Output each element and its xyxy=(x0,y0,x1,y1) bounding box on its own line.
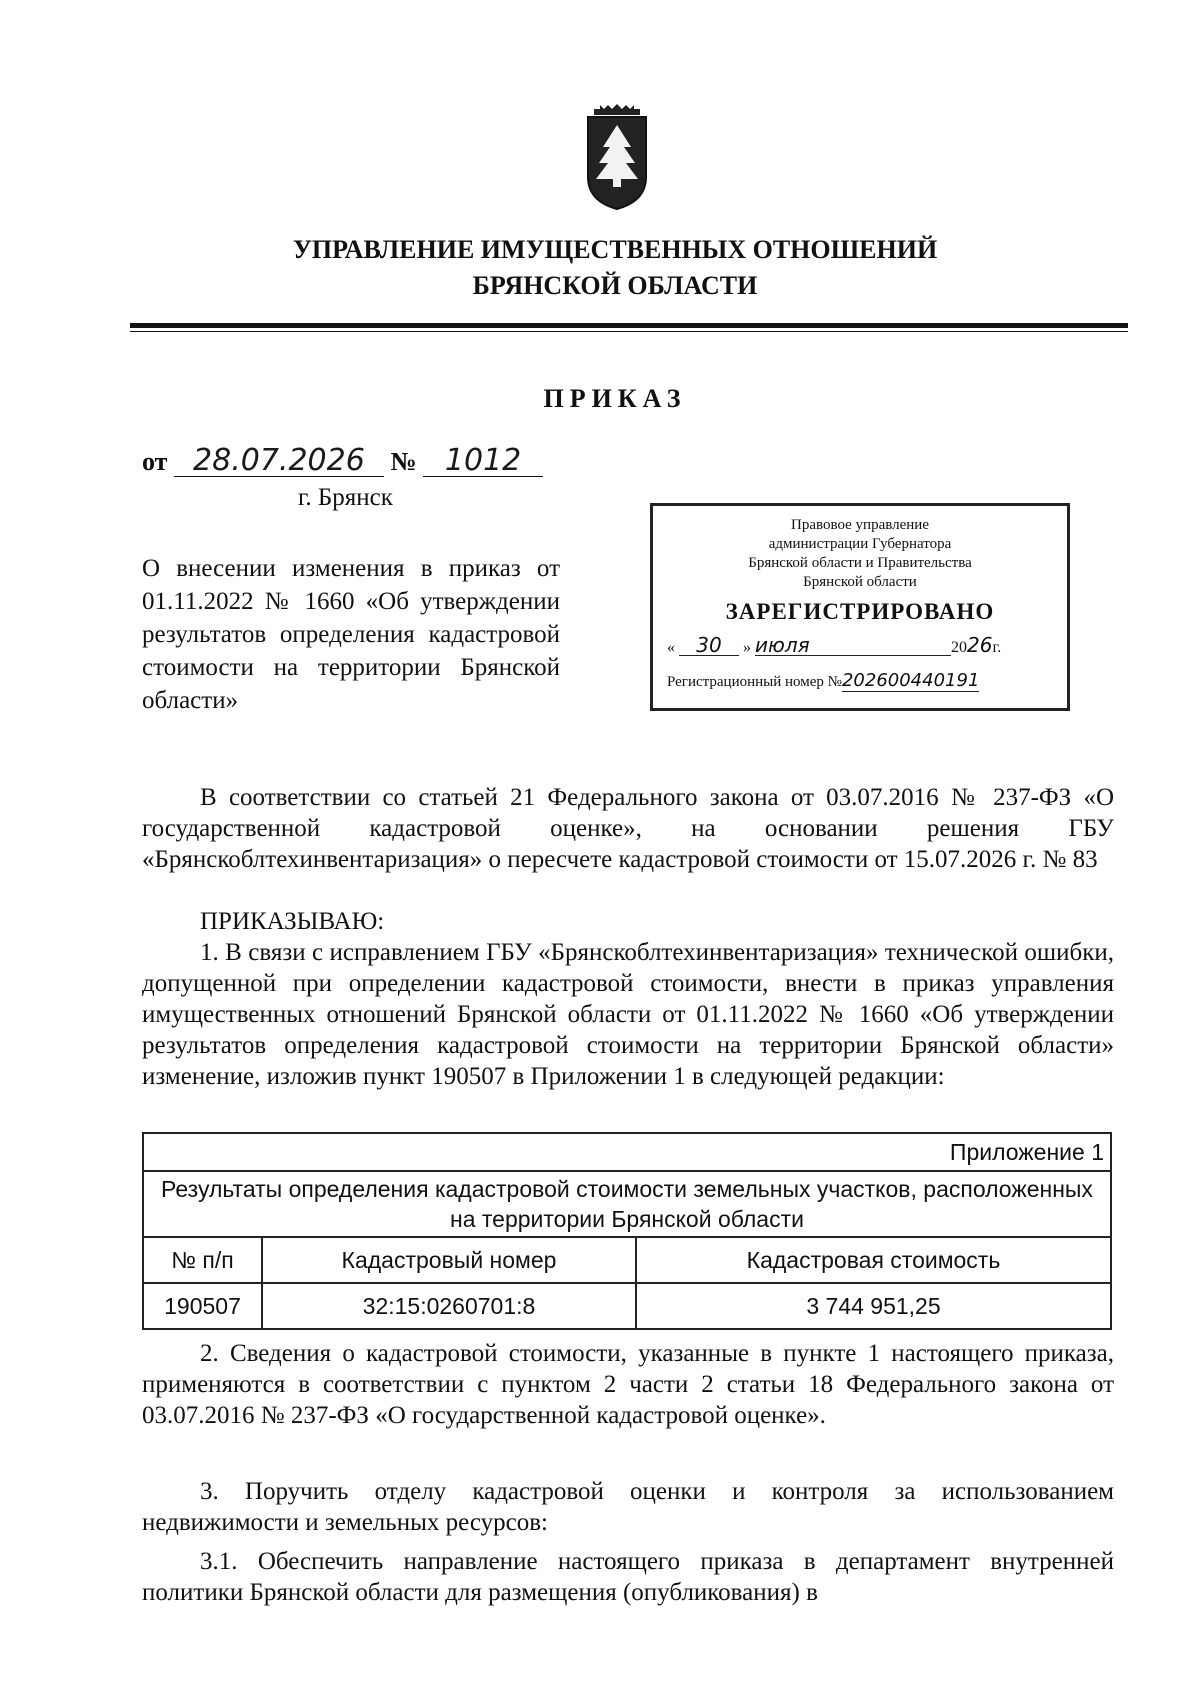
column-header: Кадастровая стоимость xyxy=(636,1237,1111,1283)
stamp-registration xyxy=(653,671,1067,692)
column-header: № п/п xyxy=(143,1237,262,1283)
stamp-org-line3: Брянской области и Правительства xyxy=(748,555,972,571)
stamp-month: июля xyxy=(755,636,951,656)
stamp-year-prefix: 20 xyxy=(951,639,967,656)
table-cell: 3 744 951,25 xyxy=(636,1283,1111,1329)
order-subject: О внесении изменения в приказ от 01.11.2022 № 1660 «Об утверждении результатов определения кадастровой стоимости на территории Брянской области» xyxy=(142,555,560,714)
document-title: ПРИКАЗ xyxy=(543,384,687,413)
stamp-quote-close: » xyxy=(743,639,751,656)
stamp-reg-number: 202600440191 xyxy=(841,670,980,691)
organization-name-line1: УПРАВЛЕНИЕ ИМУЩЕСТВЕННЫХ ОТНОШЕНИЙ xyxy=(292,235,938,264)
order-date-number-line xyxy=(142,443,543,478)
order-date: 28.07.2026 xyxy=(174,446,384,477)
stamp-quote-open: « xyxy=(667,639,675,656)
order-word: ПРИКАЗЫВАЮ: xyxy=(200,908,385,935)
coat-of-arms-emblem xyxy=(582,103,652,213)
intro-paragraph: В соответствии со статьей 21 Федерального закона от 03.07.2016 № 237-ФЗ «О государственной кадастровой оценке», на основании решения ГБУ «Брянскоблтехинвентаризация» о пересчете кадастровой стоимости от 15.07.2026 г. № 83 xyxy=(142,784,1114,873)
stamp-org-line4: Брянской области xyxy=(803,574,917,590)
annex-title: Результаты определения кадастровой стоимости земельных участков, расположенных на территории Брянской области xyxy=(143,1171,1111,1237)
from-label: от xyxy=(142,447,168,476)
registration-stamp xyxy=(650,503,1070,711)
stamp-day: 30 xyxy=(679,636,739,656)
header-divider-thin xyxy=(130,331,1128,332)
table-cell: 32:15:0260701:8 xyxy=(262,1283,636,1329)
number-label: № xyxy=(390,447,417,476)
column-header: Кадастровый номер xyxy=(262,1237,636,1283)
stamp-status: ЗАРЕГИСТРИРОВАНО xyxy=(725,599,995,624)
order-number: 1012 xyxy=(423,446,543,477)
item-1-paragraph: 1. В связи с исправлением ГБУ «Брянскоблтехинвентаризация» технической ошибки, допущенной при определении кадастровой стоимости, внести в приказ управления имущественных отношений Брянской области от 01.11.2022 № 1660 «Об утверждении результатов определения кадастровой стоимости на территории Брянской области» изменение, изложив пункт 190507 в Приложении 1 в следующей редакции: xyxy=(142,939,1114,1090)
stamp-org-line1: Правовое управление xyxy=(791,517,929,533)
header-divider-thick xyxy=(130,323,1128,328)
item-3-paragraph: 3. Поручить отделу кадастровой оценки и контроля за использованием недвижимости и земельных ресурсов: xyxy=(142,1478,1114,1536)
organization-name-line2: БРЯНСКОЙ ОБЛАСТИ xyxy=(472,271,758,300)
stamp-year-suffix: 26 xyxy=(967,633,993,657)
stamp-org-line2: администрации Губернатора xyxy=(768,536,952,552)
item-2-paragraph: 2. Сведения о кадастровой стоимости, указанные в пункте 1 настоящего приказа, применяются в соответствии с пунктом 2 части 2 статьи 18 Федерального закона от 03.07.2016 № 237-ФЗ «О государственной кадастровой оценке». xyxy=(142,1340,1114,1429)
table-row xyxy=(143,1283,1111,1329)
stamp-year-end: г. xyxy=(992,639,1002,656)
item-3-1-paragraph: 3.1. Обеспечить направление настоящего приказа в департамент внутренней политики Брянской области для размещения (опубликования) в xyxy=(142,1548,1114,1606)
annex-table xyxy=(142,1132,1112,1330)
stamp-reg-label: Регистрационный номер № xyxy=(667,674,842,690)
stamp-date xyxy=(653,633,1067,657)
appendix-label: Приложение 1 xyxy=(143,1133,1111,1171)
city: г. Брянск xyxy=(298,484,393,511)
table-cell: 190507 xyxy=(143,1283,262,1329)
